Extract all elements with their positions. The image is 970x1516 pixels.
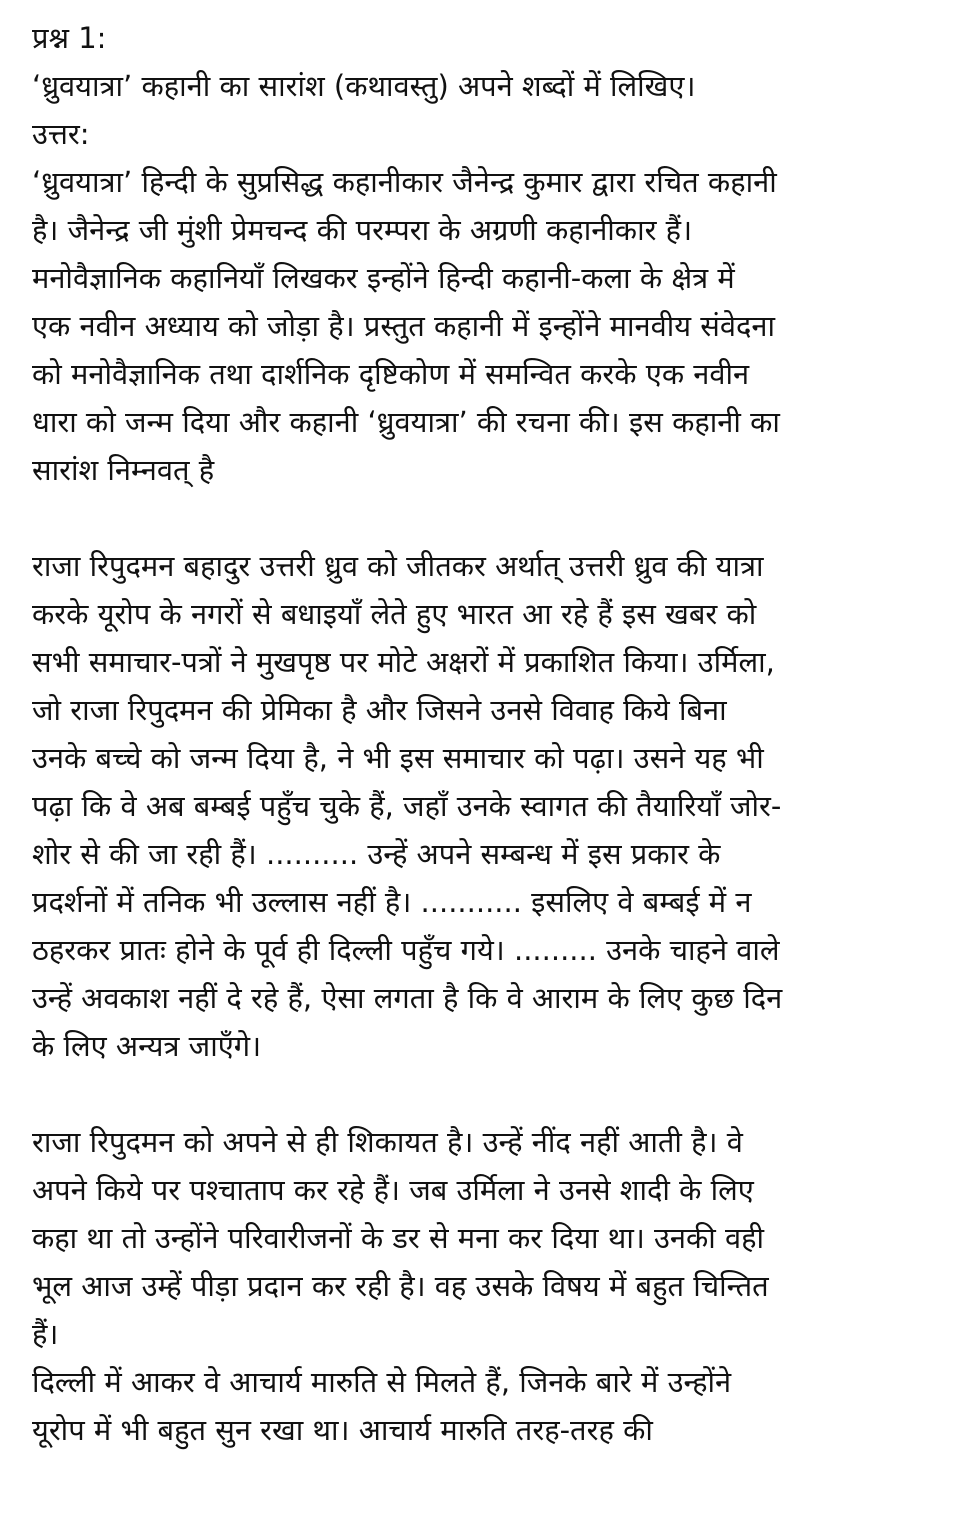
paragraph-line: अपने किये पर पश्चाताप कर रहे हैं। जब उर्मिला ने उनसे शादी के लिए bbox=[32, 1173, 754, 1207]
paragraph-line: दिल्ली में आकर वे आचार्य मारुति से मिलते हैं, जिनके बारे में उन्होंने bbox=[32, 1365, 732, 1399]
paragraph-line: ठहरकर प्रातः होने के पूर्व ही दिल्ली पहुँच गये। ......... उनके चाहने वाले bbox=[32, 933, 780, 967]
answer-paragraph-2 bbox=[32, 542, 940, 1070]
paragraph-line: राजा रिपुदमन को अपने से ही शिकायत है। उन्हें नींद नहीं आती है। वे bbox=[32, 1125, 743, 1159]
answer-paragraph-4 bbox=[32, 1358, 940, 1454]
paragraph-line: उन्हें अवकाश नहीं दे रहे हैं, ऐसा लगता है कि वे आराम के लिए कुछ दिन bbox=[32, 981, 783, 1015]
paragraph-line: सारांश निम्नवत् है bbox=[32, 453, 215, 487]
paragraph-line: को मनोवैज्ञानिक तथा दार्शनिक दृष्टिकोण में समन्वित करके एक नवीन bbox=[32, 357, 750, 391]
question-label: प्रश्न 1: bbox=[32, 21, 107, 55]
paragraph-line: मनोवैज्ञानिक कहानियाँ लिखकर इन्होंने हिन्दी कहानी-कला के क्षेत्र में bbox=[32, 261, 735, 295]
paragraph-line: एक नवीन अध्याय को जोड़ा है। प्रस्तुत कहानी में इन्होंने मानवीय संवेदना bbox=[32, 309, 775, 343]
paragraph-line: उनके बच्चे को जन्म दिया है, ने भी इस समाचार को पढ़ा। उसने यह भी bbox=[32, 741, 764, 775]
paragraph-line: के लिए अन्यत्र जाएँगे। bbox=[32, 1029, 262, 1063]
paragraph-line: कहा था तो उन्होंने परिवारीजनों के डर से मना कर दिया था। उनकी वही bbox=[32, 1221, 765, 1255]
paragraph-line: जो राजा रिपुदमन की प्रेमिका है और जिसने उनसे विवाह किये बिना bbox=[32, 693, 727, 727]
paragraph-line: प्रदर्शनों में तनिक भी उल्लास नहीं है। ........... इसलिए वे बम्बई में न bbox=[32, 885, 752, 919]
paragraph-spacer bbox=[32, 1070, 940, 1118]
paragraph-line: ‘ध्रुवयात्रा’ हिन्दी के सुप्रसिद्ध कहानीकार जैनेन्द्र कुमार द्वारा रचित कहानी bbox=[32, 165, 777, 199]
question-text: ‘ध्रुवयात्रा’ कहानी का सारांश (कथावस्तु) अपने शब्दों में लिखिए। bbox=[32, 69, 696, 103]
answer-label: उत्तर: bbox=[32, 117, 90, 151]
paragraph-line: धारा को जन्म दिया और कहानी ‘ध्रुवयात्रा’ की रचना की। इस कहानी का bbox=[32, 405, 780, 439]
paragraph-line: राजा रिपुदमन बहादुर उत्तरी ध्रुव को जीतकर अर्थात् उत्तरी ध्रुव की यात्रा bbox=[32, 549, 764, 583]
paragraph-line: है। जैनेन्द्र जी मुंशी प्रेमचन्द की परम्परा के अग्रणी कहानीकार हैं। bbox=[32, 213, 693, 247]
paragraph-line: सभी समाचार-पत्रों ने मुखपृष्ठ पर मोटे अक्षरों में प्रकाशित किया। उर्मिला, bbox=[32, 645, 775, 679]
paragraph-line: भूल आज उम्हें पीड़ा प्रदान कर रही है। वह उसके विषय में बहुत चिन्तित bbox=[32, 1269, 769, 1303]
paragraph-line: पढ़ा कि वे अब बम्बई पहुँच चुके हैं, जहाँ उनके स्वागत की तैयारियाँ जोर- bbox=[32, 789, 782, 823]
answer-paragraph-3 bbox=[32, 1118, 940, 1358]
paragraph-line: करके यूरोप के नगरों से बधाइयाँ लेते हुए भारत आ रहे हैं इस खबर को bbox=[32, 597, 757, 631]
paragraph-spacer bbox=[32, 494, 940, 542]
paragraph-line: हैं। bbox=[32, 1317, 59, 1351]
paragraph-line: यूरोप में भी बहुत सुन रखा था। आचार्य मारुति तरह-तरह की bbox=[32, 1413, 653, 1447]
answer-paragraph-1 bbox=[32, 158, 940, 494]
paragraph-line: शोर से की जा रही हैं। .......... उन्हें अपने सम्बन्ध में इस प्रकार के bbox=[32, 837, 721, 871]
